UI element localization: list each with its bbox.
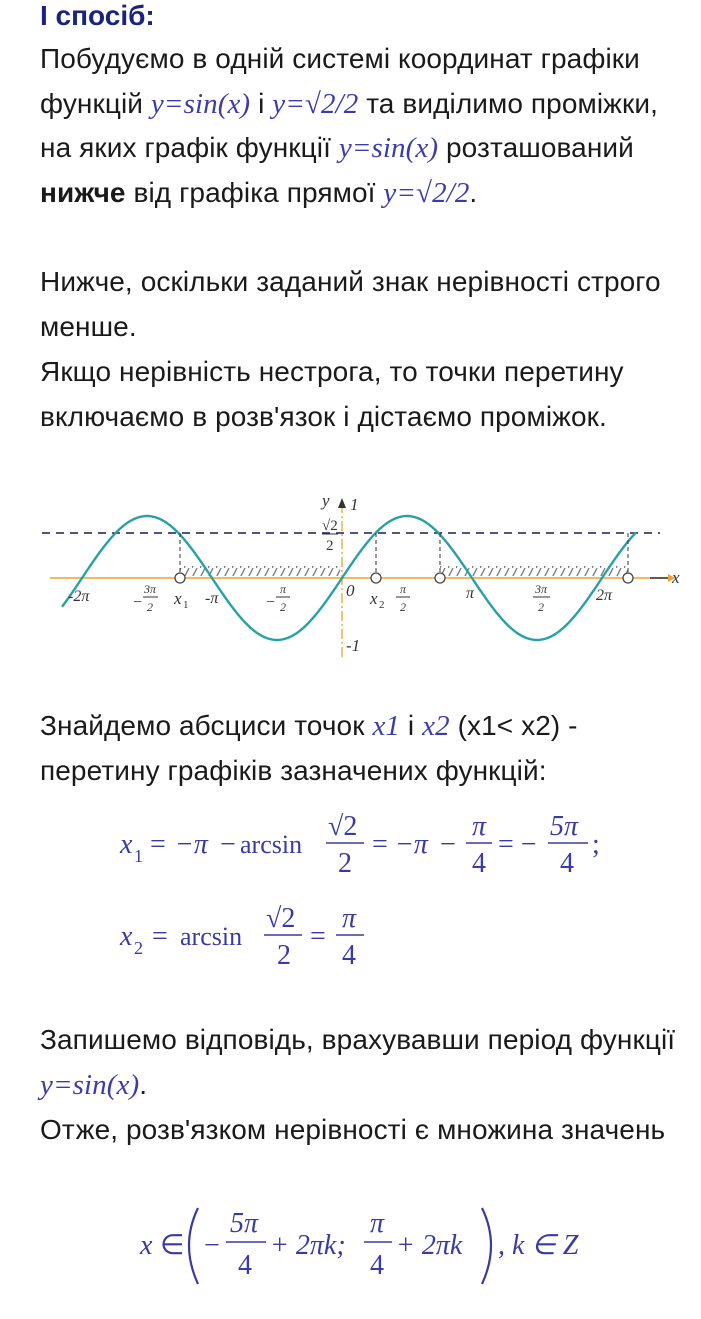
formula-x2: x2: [422, 710, 450, 742]
formula-den: 2: [338, 848, 352, 879]
label-x1-sub: 1: [183, 599, 189, 611]
formula-const: y=√2/2: [272, 87, 359, 120]
formula-negpi: −π: [395, 829, 428, 860]
text: та виділимо проміжки, на яких графік функції: [40, 87, 658, 163]
text: (x1< x2) - перетину графіків зазначених функцій:: [40, 710, 578, 786]
formula-arcsin: arcsin: [240, 830, 303, 859]
text: Побудуємо в одній системі координат графіки функцій: [40, 43, 640, 119]
text: Запишемо відповідь, врахувавши період функції: [40, 1024, 676, 1055]
answer-four: 4: [238, 1250, 252, 1281]
paragraph-intro: [40, 37, 690, 215]
formula-lhs: x: [120, 921, 133, 952]
open-point-x4: [623, 573, 633, 583]
label-negpi2-num: π: [280, 582, 287, 596]
open-point-x1: [175, 573, 185, 583]
formula-num: √2: [266, 903, 296, 934]
svg-text:−: −: [133, 594, 143, 611]
label-neg2pi: -2π: [68, 588, 90, 605]
paragraph-strict: Нижче, оскільки заданий знак нерівності строго менше.: [40, 266, 661, 342]
answer-in: ∈: [160, 1230, 185, 1261]
formula-sub: 1: [134, 846, 143, 866]
text: розташований: [438, 132, 634, 163]
answer-minus: −: [204, 1230, 220, 1261]
answer-term: + 2πk;: [270, 1230, 346, 1261]
formula-sin: y=sin(x): [338, 132, 439, 164]
label-negpi: -π: [205, 590, 219, 607]
answer-fivepi: 5π: [230, 1208, 259, 1239]
sqrt2-denominator: 2: [326, 538, 334, 554]
paragraph-write-answer: [40, 1018, 690, 1107]
formula-four: 4: [472, 848, 486, 879]
text: .: [469, 176, 478, 208]
sine-graph: [0, 488, 701, 668]
text: .: [139, 1068, 148, 1100]
answer-four: 4: [370, 1250, 384, 1281]
open-point-x3: [435, 573, 445, 583]
formula-fivepi: 5π: [550, 811, 579, 842]
y-bottom-label: -1: [346, 636, 361, 655]
label-neg3pi2-num: 3π: [144, 582, 157, 596]
answer-formula: [130, 1200, 600, 1295]
method-heading: І спосіб:: [40, 0, 155, 31]
y-top-label: 1: [350, 495, 359, 514]
bold-word: нижче: [40, 176, 126, 208]
y-axis-label: y: [322, 491, 330, 510]
x-axis-label: x: [672, 568, 680, 587]
formula-sub: 2: [134, 938, 143, 958]
formula-x2-block: [110, 892, 410, 982]
formula-pi: π: [472, 811, 487, 842]
open-point-x2: [371, 573, 381, 583]
formula-x1-block: [110, 800, 630, 890]
text: і: [250, 87, 273, 119]
answer-term: + 2πk: [396, 1230, 463, 1261]
formula-eq: =: [372, 829, 388, 860]
formula-eq: =: [152, 921, 168, 952]
paragraph-solution-set: Отже, розв'язком нерівності є множина значень: [40, 1114, 666, 1145]
svg-text:−: −: [266, 594, 276, 611]
text: Знайдемо абсциси точок: [40, 710, 373, 741]
formula-num: √2: [328, 811, 358, 842]
label-pi2-den: 2: [400, 600, 406, 614]
formula-minus: −: [440, 829, 456, 860]
text: від графіка прямої: [125, 176, 384, 208]
formula-arcsin: arcsin: [180, 922, 243, 951]
formula-eq: =: [150, 829, 166, 860]
formula-const: y=√2/2: [383, 176, 470, 209]
label-pi: π: [466, 585, 475, 602]
label-3pi2-den: 2: [538, 600, 544, 614]
label-x2-sub: 2: [379, 599, 385, 611]
answer-x: x: [140, 1230, 153, 1261]
origin-label: 0: [346, 581, 355, 600]
formula-sin: y=sin(x): [40, 1068, 140, 1101]
label-3pi2-num: 3π: [535, 582, 548, 596]
label-2pi: 2π: [596, 587, 613, 604]
left-paren: [189, 1208, 198, 1284]
formula-pi: π: [342, 903, 357, 934]
formula-lhs: x: [120, 829, 133, 860]
formula-x1: x1: [372, 710, 401, 742]
label-x2: x: [370, 589, 378, 608]
formula-den: 2: [277, 940, 291, 971]
y-axis-arrow: [338, 498, 346, 508]
formula-semicolon: ;: [592, 829, 600, 860]
answer-pi: π: [370, 1208, 385, 1239]
formula-four: 4: [560, 848, 574, 879]
paragraph-find-abscissas: [40, 704, 690, 793]
paragraph-nonstrict: Якщо нерівність нестрога, то точки перетину включаємо в розв'язок і дістаємо проміжок.: [40, 356, 624, 432]
formula-sin: y=sin(x): [150, 87, 251, 120]
formula-eq: =: [310, 921, 326, 952]
formula-negpi: −π: [175, 829, 208, 860]
label-x1: x: [174, 589, 182, 608]
formula-eq-minus: = −: [498, 829, 537, 860]
label-neg3pi2-den: 2: [147, 600, 153, 614]
text: і: [400, 710, 423, 741]
right-paren: [482, 1208, 491, 1284]
sqrt2-numerator: √2: [322, 518, 338, 534]
label-pi2-num: π: [400, 582, 407, 596]
formula-minus: −: [220, 829, 236, 860]
formula-four: 4: [342, 940, 356, 971]
label-negpi2-den: 2: [280, 600, 286, 614]
answer-k-in-z: , k ∈ Z: [498, 1230, 579, 1261]
